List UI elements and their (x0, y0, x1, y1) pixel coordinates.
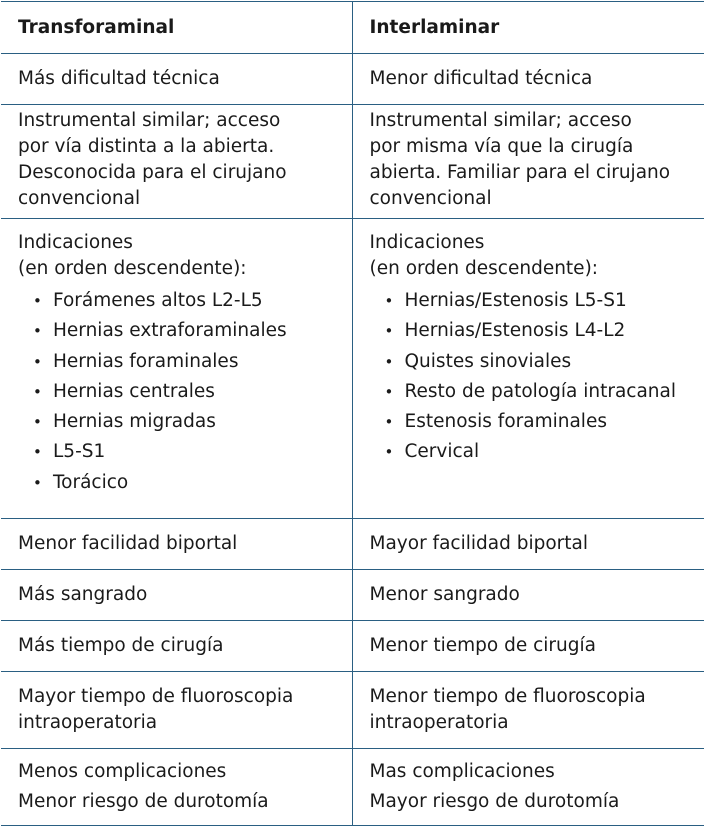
cell-difficulty-interlaminar: Menor dificultad técnica (352, 54, 704, 105)
comparison-table (1, 1, 704, 826)
text-line: por misma vía que la cirugía (369, 136, 634, 157)
cell-instrumental-transforaminal (1, 105, 352, 219)
bullet-icon: • (384, 443, 394, 462)
table-row-fluoroscopy (1, 672, 704, 749)
cell-biportal-transforaminal: Menor facilidad biportal (1, 519, 352, 570)
list-item (370, 316, 695, 346)
header-interlaminar: Interlaminar (352, 2, 704, 54)
cell-difficulty-transforaminal: Más dificultad técnica (1, 54, 352, 105)
cell-complications-interlaminar (352, 749, 704, 826)
list-item (370, 377, 695, 407)
table-row-difficulty (1, 54, 704, 105)
text-line: convencional (369, 188, 492, 209)
text-line: Mayor riesgo de durotomía (369, 791, 620, 812)
list-item (18, 377, 342, 407)
cell-indications-interlaminar (352, 219, 704, 519)
bullet-icon: • (33, 292, 42, 310)
cell-indications-transforaminal (1, 219, 352, 519)
text-line: Instrumental similar; acceso (18, 110, 281, 131)
bullet-icon: • (33, 352, 42, 371)
cell-complications-transforaminal (1, 749, 352, 826)
cell-biportal-interlaminar: Mayor facilidad biportal (352, 519, 704, 570)
text-line: Menos complicaciones (18, 761, 227, 782)
text-line: Menor riesgo de durotomía (18, 791, 269, 812)
list-item-label: Hernias extraforaminales (53, 320, 287, 342)
table-row-bleeding (1, 570, 704, 621)
table-row-complications (1, 749, 704, 826)
cell-fluoroscopy-interlaminar (352, 672, 704, 749)
indications-list-transforaminal (18, 286, 342, 498)
list-item-label: Forámenes altos L2-L5 (53, 290, 263, 311)
list-item-label: L5-S1 (53, 441, 106, 463)
bullet-icon: • (33, 443, 42, 462)
bullet-icon: • (384, 382, 394, 401)
bullet-icon: • (33, 413, 42, 432)
list-item-label: Hernias/Estenosis L5-S1 (404, 290, 627, 311)
cell-surgery-time-interlaminar: Menor tiempo de cirugía (352, 621, 704, 672)
list-item (18, 316, 342, 346)
cell-instrumental-interlaminar (352, 105, 704, 219)
text-line: intraoperatoria (18, 712, 158, 733)
text-line: intraoperatoria (369, 712, 509, 733)
indications-list-interlaminar (370, 286, 695, 468)
header-transforaminal: Transforaminal (1, 2, 352, 54)
list-item (18, 468, 342, 498)
text-line: Instrumental similar; acceso (369, 110, 632, 131)
list-item (18, 437, 342, 467)
list-item (370, 437, 695, 467)
cell-bleeding-transforaminal: Más sangrado (1, 570, 352, 621)
list-item (18, 347, 342, 377)
indications-order-label: (en orden descendente): (369, 258, 599, 279)
bullet-icon: • (33, 473, 42, 492)
header-row (1, 2, 704, 54)
list-item-label: Hernias foraminales (53, 350, 239, 372)
cell-surgery-time-transforaminal: Más tiempo de cirugía (1, 621, 352, 672)
list-item-label: Hernias migradas (53, 411, 216, 433)
bullet-icon: • (33, 382, 42, 401)
list-item (370, 407, 695, 437)
text-line: Mas complicaciones (369, 761, 555, 782)
text-line: por vía distinta a la abierta. (18, 136, 275, 157)
text-line: Desconocida para el cirujano (18, 162, 287, 183)
indications-order-label: (en orden descendente): (18, 258, 247, 279)
bullet-icon: • (384, 292, 394, 310)
list-item-label: Estenosis foraminales (404, 411, 607, 433)
list-item (370, 286, 695, 316)
list-item (18, 407, 342, 437)
text-line: abierta. Familiar para el cirujano (369, 162, 671, 183)
table-row-indications (1, 219, 704, 519)
table-row-surgery-time (1, 621, 704, 672)
text-line: convencional (18, 188, 141, 209)
bullet-icon: • (384, 322, 394, 341)
list-item-label: Quistes sinoviales (404, 350, 572, 372)
list-item-label: Hernias/Estenosis L4-L2 (404, 320, 626, 342)
indications-label: Indicaciones (369, 232, 485, 253)
table-row-instrumental (1, 105, 704, 219)
cell-bleeding-interlaminar: Menor sangrado (352, 570, 704, 621)
bullet-icon: • (384, 413, 394, 432)
text-line: Menor tiempo de fluoroscopia (369, 686, 646, 707)
bullet-icon: • (384, 352, 394, 371)
indications-label: Indicaciones (18, 232, 133, 253)
text-line: Mayor tiempo de fluoroscopia (18, 686, 294, 707)
list-item-label: Hernias centrales (53, 380, 215, 402)
list-item-label: Torácico (53, 471, 129, 493)
table-row-biportal (1, 519, 704, 570)
list-item (370, 347, 695, 377)
list-item-label: Resto de patología intracanal (404, 380, 676, 402)
list-item (18, 286, 342, 316)
cell-fluoroscopy-transforaminal (1, 672, 352, 749)
bullet-icon: • (33, 322, 42, 341)
list-item-label: Cervical (404, 441, 480, 463)
